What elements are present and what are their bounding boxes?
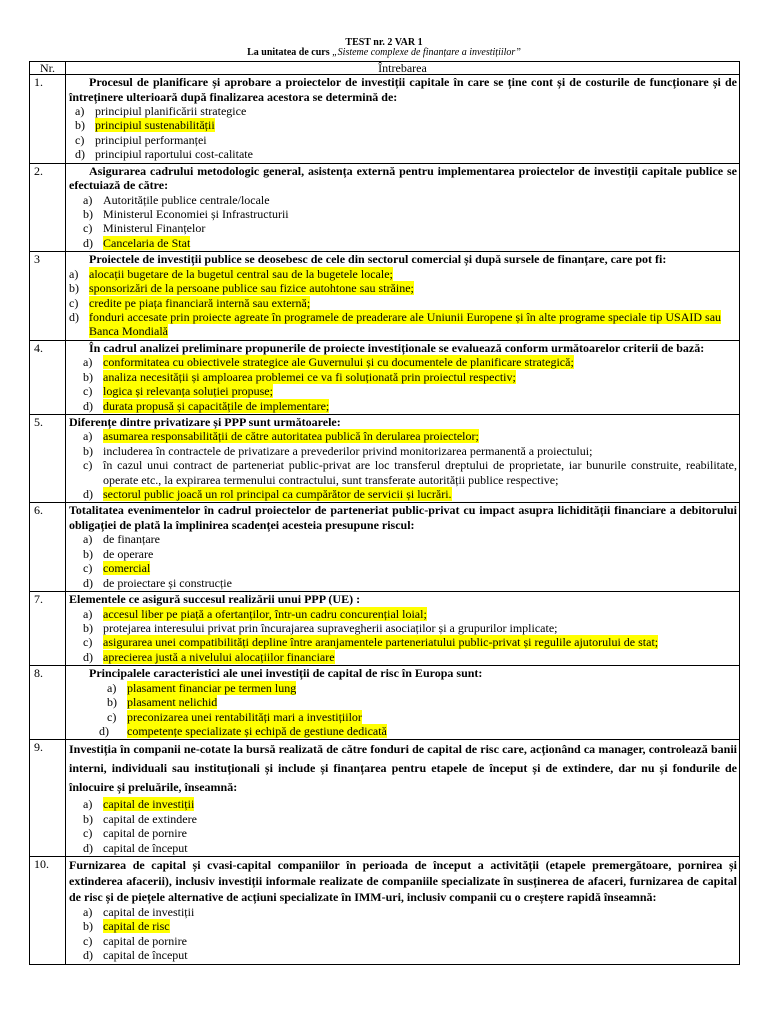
option-item: a) plasament financiar pe termen lung [107,680,297,695]
questions-table [29,61,740,965]
page-subtitle [0,47,768,58]
option-item: b) includerea în contractele de privatizare a prevederilor privind monitorizarea permanentă a proiectului; [83,443,593,458]
table-row [30,592,740,666]
option-item: a) Autoritățile publice centrale/locale [83,192,270,207]
option-item: c) principiul performanței [75,132,207,147]
page-title: TEST nr. 2 VAR 1 [345,37,423,48]
subtitle-prefix: La unitatea de curs [247,47,333,58]
question-text: Investiția în companii ne-cotate la bursă realizată de către fonduri de capital de risc care, acționând ca manager, controlează banii interni, individuali sau instituționali și include și finanțarea pentru etapele de început și de extindere, dar nu și fondurile de înlocuire și preluările, înseamnă: [69,742,737,795]
highlighted-answer: capital de investiții [103,797,195,812]
option-text: capital de început [103,840,188,855]
option-item: c) comercial [83,561,151,576]
table-row [30,740,740,857]
question-text: Proiectele de investiții publice se deosebesc de cele din sectorul comercial și după sursele de finanțare, care pot fi: [89,252,667,267]
question-cell [66,740,740,857]
question-number: 9. [30,740,66,857]
option-item: c) capital de pornire [83,933,187,948]
option-item: d) sectorul public joacă un rol principal ca cumpărător de servicii și lucrări. [83,487,452,502]
highlighted-answer: comercial [103,561,151,576]
highlighted-answer: fonduri accesate prin proiecte agreate în programele de preaderare ale Uniunii Europene și în alte programe speciale tip USAID sau Banca Mondială [89,309,722,339]
option-item: a) accesul liber pe piață a ofertanților, într-un cadru concurențial loial; [83,606,427,621]
question-text: Furnizarea de capital și cvasi-capital companiilor în perioada de început a activității (etapele premergătoare, pornirea și extinderea afacerii), inclusiv investiții informale realizate de companiile specializate în susținerea de afaceri, furnizarea de capital de risc și de piețele alternative de acțiuni specializate în IMM-uri, inclusiv companii cu o creștere rapidă înseamnă: [69,857,737,904]
question-cell [66,666,740,740]
option-item: c) Ministerul Finanțelor [83,221,206,236]
option-item: a) capital de investiții [83,904,195,919]
question-number: 2. [30,163,66,252]
highlighted-answer: accesul liber pe piață a ofertanților, într-un cadru concurențial loial; [103,606,427,621]
option-item: b) analiza necesității și amploarea problemei ce va fi soluționată prin proiectul respectiv; [83,369,516,384]
option-item: c) logica și relevanța soluției propuse; [83,384,273,399]
option-item: d) capital de început [83,840,188,855]
highlighted-answer: preconizarea unei rentabilități mari a investițiilor [127,709,362,724]
option-item: d) principiul raportului cost-calitate [75,147,253,162]
option-text: Autoritățile publice centrale/locale [103,192,270,207]
option-item: d) durata propusă și capacitățile de implementare; [83,398,330,413]
option-text: capital de pornire [103,826,187,841]
option-item: d) competențe specializate și echipă de gestiune dedicată [99,723,387,738]
question-cell [66,503,740,592]
option-text: capital de investiții [103,904,195,919]
question-number: 7. [30,592,66,666]
option-text: Ministerul Economiei și Infrastructurii [103,207,289,222]
question-number: 8. [30,666,66,740]
option-item: c) capital de pornire [83,826,187,841]
option-text: de operare [103,546,154,561]
option-text: principiul raportului cost-calitate [95,147,253,162]
question-number: 1. [30,75,66,164]
highlighted-answer: durata propusă și capacitățile de implementare; [103,398,330,413]
option-item: b) plasament nelichid [107,695,218,710]
highlighted-answer: aprecierea justă a nivelului alocațiilor financiare [103,649,335,664]
table-row [30,163,740,252]
highlighted-answer: asigurarea unei compatibilități depline între aranjamentele parteneriatului public-privat și regulile ajutorului de stat; [103,635,659,650]
option-item: c) preconizarea unei rentabilități mari a investițiilor [107,709,362,724]
option-item: c) în cazul unui contract de parteneriat public-privat are loc transferul dreptului de proprietate, iar bunurile construite, reabilitate, operate etc., la expirarea termenului contractului, sunt transferate autorității publice respective; [83,458,737,487]
option-item: b) protejarea interesului privat prin încurajarea supravegherii asociaților și a grupurilor implicate; [83,620,558,635]
highlighted-answer: capital de risc [103,919,170,934]
option-text: protejarea interesului privat prin încurajarea supravegherii asociaților și a grupurilor implicate; [103,620,558,635]
option-text: capital de extindere [103,811,197,826]
option-item: a) de finanțare [83,532,160,547]
course-name: „Sisteme complexe de finanțare a investițiilor” [332,47,521,58]
option-item: b) de operare [83,546,154,561]
highlighted-answer: plasament financiar pe termen lung [127,680,297,695]
question-number: 10. [30,856,66,964]
option-text: de finanțare [103,532,160,547]
question-cell [66,592,740,666]
header-question: Întrebarea [66,62,740,75]
question-text: Procesul de planificare și aprobare a proiectelor de investiții capitale în care se ține cont și de costurile de funcționare și de întreținere ulterioară după finalizarea acestora se determină de: [69,75,737,104]
question-number: 4. [30,340,66,414]
highlighted-answer: competențe specializate și echipă de gestiune dedicată [127,723,387,738]
option-item: a) principiul planificării strategice [75,104,247,118]
highlighted-answer: sponsorizări de la persoane publice sau fizice autohtone sau străine; [89,281,414,296]
option-item: c) credite pe piața financiară internă sau externă; [69,295,311,310]
question-cell [66,414,740,503]
option-text: principiul performanței [95,132,207,147]
option-item: c) asigurarea unei compatibilități depline între aranjamentele parteneriatului public-privat și regulile ajutorului de stat; [83,635,659,650]
option-text: de proiectare și construcție [103,575,232,590]
table-row [30,666,740,740]
question-cell [66,75,740,164]
table-row [30,340,740,414]
question-number: 3 [30,252,66,341]
question-text: Totalitatea evenimentelor în cadrul proiectelor de parteneriat public-privat cu impact asupra lichidității financiare a debitorului obligației de plată la împlinirea scadenței acesteia presupune riscul: [69,503,737,532]
question-number: 6. [30,503,66,592]
option-text: capital de început [103,948,188,963]
question-text: În cadrul analizei preliminare propunerile de proiecte investiționale se evaluează conform următoarelor criterii de bază: [89,340,705,355]
table-row [30,75,740,164]
highlighted-answer: conformitatea cu obiectivele strategice ale Guvernului și cu documentele de planificare strategică; [103,355,574,370]
table-row [30,503,740,592]
highlighted-answer: sectorul public joacă un rol principal ca cumpărător de servicii și lucrări. [103,487,452,502]
option-text: includerea în contractele de privatizare a prevederilor privind monitorizarea permanentă a proiectului; [103,443,593,458]
option-item: b) capital de risc [83,919,170,934]
table-row [30,856,740,964]
option-item: b) sponsorizări de la persoane publice sau fizice autohtone sau străine; [69,281,414,296]
option-text: în cazul unui contract de parteneriat public-privat are loc transferul dreptului de proprietate, iar bunurile construite, reabilitate, operate etc., la expirarea termenului contractului, sunt transferate autorității publice respective; [103,458,737,487]
option-item: a) alocații bugetare de la bugetul central sau de la bugetele locale; [69,266,393,281]
option-item: b) capital de extindere [83,811,197,826]
highlighted-answer: plasament nelichid [127,695,218,710]
highlighted-answer: principiul sustenabilității [95,118,215,133]
option-item: d) Cancelaria de Stat [83,235,191,250]
option-item: a) conformitatea cu obiectivele strategice ale Guvernului și cu documentele de planificare strategică; [83,355,574,370]
highlighted-answer: asumarea responsabilității de către autoritatea publică în derularea proiectelor; [103,429,479,444]
highlighted-answer: alocații bugetare de la bugetul central sau de la bugetele locale; [89,266,393,281]
highlighted-answer: Cancelaria de Stat [103,235,191,250]
option-item: b) Ministerul Economiei și Infrastructurii [83,207,289,222]
question-text: Elementele ce asigură succesul realizării unui PPP (UE) : [69,592,361,607]
option-item: d) de proiectare și construcție [83,575,232,590]
question-text: Diferențe dintre privatizare și PPP sunt următoarele: [69,414,341,429]
table-row [30,252,740,341]
option-item: d) capital de început [83,948,188,963]
option-item: d) fonduri accesate prin proiecte agreate în programele de preaderare ale Uniunii Europene și în alte programe speciale tip USAID sau Banca Mondială [69,309,722,339]
option-text: Ministerul Finanțelor [103,221,206,236]
option-item: a) capital de investiții [83,797,195,812]
highlighted-answer: credite pe piața financiară internă sau externă; [89,295,311,310]
question-cell [66,340,740,414]
option-item: a) asumarea responsabilității de către autoritatea publică în derularea proiectelor; [83,429,479,444]
option-text: capital de pornire [103,933,187,948]
question-text: Asigurarea cadrului metodologic general, asistența externă pentru implementarea proiectelor de investiții capitale publice se efectuiază de către: [69,163,737,193]
question-text: Principalele caracteristici ale unei investiții de capital de risc în Europa sunt: [89,666,483,681]
option-item: b) principiul sustenabilității [75,118,215,133]
header-nr: Nr. [30,62,66,75]
question-number: 5. [30,414,66,503]
table-header-row [30,62,740,75]
option-item: d) aprecierea justă a nivelului alocațiilor financiare [83,649,335,664]
question-cell [66,856,740,964]
highlighted-answer: analiza necesității și amploarea problemei ce va fi soluționată prin proiectul respectiv; [103,369,516,384]
table-row [30,414,740,503]
option-text: principiul planificării strategice [95,104,247,118]
question-cell [66,252,740,341]
question-cell [66,163,740,252]
highlighted-answer: logica și relevanța soluției propuse; [103,384,273,399]
